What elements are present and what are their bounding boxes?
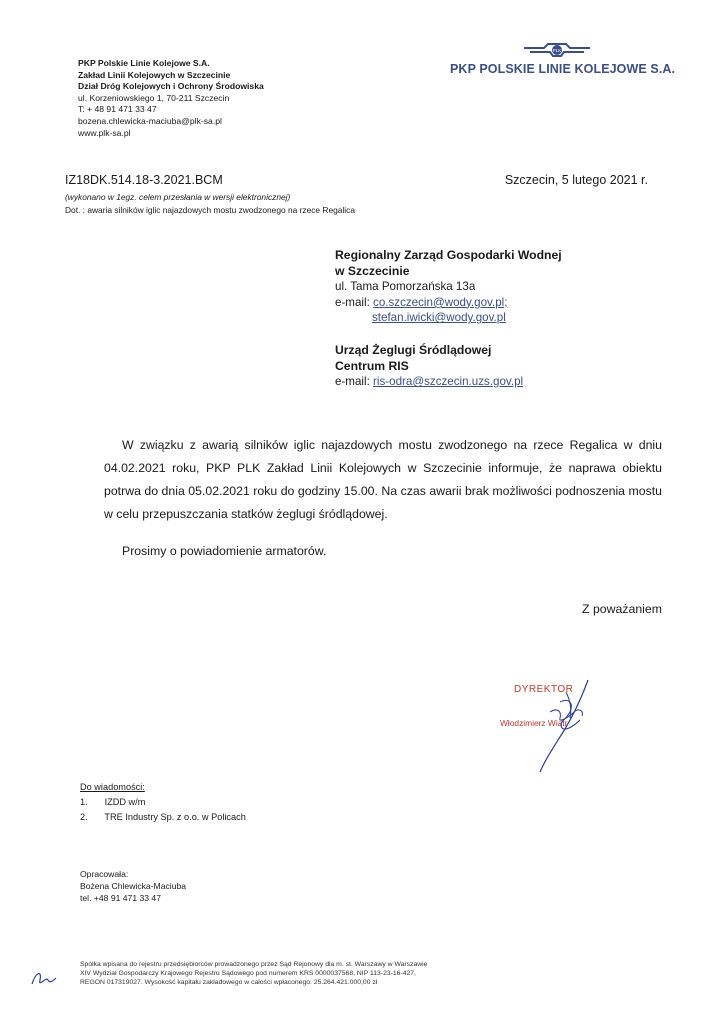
sender-department: Dział Dróg Kolejowych i Ochrony Środowiska [78, 81, 264, 92]
list-text: IZDD w/m [104, 797, 146, 807]
prepared-by [80, 868, 186, 904]
email-label: e-mail: [335, 375, 370, 389]
stamp-name: Włodzimierz Wiatr [500, 718, 568, 728]
sender-phone: T: + 48 91 471 33 47 [78, 104, 157, 115]
recipient-rzgw [335, 248, 562, 326]
sender-address: ul. Korzeniowskiego 1, 70-211 Szczecin [78, 92, 230, 103]
list-number: 2. [80, 812, 88, 822]
recipient-email-row [335, 374, 523, 390]
initials-mark [28, 966, 58, 992]
legal-footer [80, 960, 427, 988]
prepared-phone: tel. +48 91 471 33 47 [80, 893, 161, 903]
list-item [80, 810, 246, 825]
copy-note: (wykonano w 1egz. celem przesłania w wersji elektronicznej) [65, 192, 291, 202]
list-text: TRE Industry Sp. z o.o. w Policach [104, 812, 246, 822]
signature-stamp [500, 672, 610, 782]
stamp-title: DYREKTOR [514, 684, 574, 695]
closing-phrase: Z poważaniem [582, 602, 662, 616]
document-date: Szczecin, 5 lutego 2021 r. [504, 173, 648, 187]
sender-block [78, 58, 264, 139]
handwritten-signature-icon [500, 672, 610, 782]
subject-line: Dot. : awaria silników iglic najazdowych mostu zwodzonego na rzece Regalica [65, 205, 356, 215]
sender-website: www.plk-sa.pl [78, 127, 131, 138]
footer-line: REGON 017319027. Wysokość kapitału zakładowego w całości wpłaconego: 25.264.421.000,00 zł [80, 979, 378, 987]
body-paragraph: Prosimy o powiadomienie armatorów. [122, 544, 327, 558]
sender-company: PKP Polskie Linie Kolejowe S.A. [78, 58, 210, 68]
handwritten-initials-icon [28, 966, 58, 992]
letter-body [104, 434, 662, 563]
footer-line: Spółka wpisana do rejestru przedsiębiorców prowadzonego przez Sąd Rejonowy dla m. st. Warszawy w Warszawie [80, 961, 428, 968]
recipient-street: ul. Tama Pomorzańska 13a [335, 280, 476, 294]
sender-email: bozena.chlewicka-maciuba@plk-sa.pl [78, 115, 222, 126]
document-reference: IZ18DK.514.18-3.2021.BCM [65, 173, 223, 187]
sender-unit: Zakład Linii Kolejowych w Szczecinie [78, 69, 231, 80]
logo-mark: PLK [552, 48, 562, 53]
distribution-title: Do wiadomości: [80, 782, 145, 792]
prepared-name: Bożena Chlewicka-Maciuba [80, 881, 187, 891]
distribution-list [80, 780, 246, 825]
email-link[interactable]: ris-odra@szczecin.uzs.gov.pl [373, 375, 524, 389]
plk-logo-icon [522, 40, 592, 62]
recipient-unit: Centrum RIS [335, 358, 409, 373]
prepared-label: Opracowała: [80, 869, 129, 879]
company-logo [450, 40, 676, 82]
list-number: 1. [80, 797, 88, 807]
footer-line: XIV Wydział Gospodarczy Krajowego Rejestru Sądowego pod numerem KRS 0000037568, NIP 113-23-16-427, [80, 970, 416, 978]
logo-text: PKP POLSKIE LINIE KOLEJOWE S.A. [450, 62, 676, 76]
body-paragraph: W związku z awarią silników iglic najazdowych mostu zwodzonego na rzece Regalica w dniu 04.02.2021 roku, PKP PLK Zakład Linii Kolejowych w Szczecinie informuje, że naprawa obiektu potrwa do dnia 05.02.2021 roku do godziny 15.00. Na czas awarii brak możliwości podnoszenia mostu w celu przepuszczania statków żeglugi śródlądowej. [104, 438, 662, 521]
email-label: e-mail: [335, 295, 370, 309]
email-link[interactable]: co.szczecin@wody.gov.pl; [373, 295, 508, 309]
recipient-email-row [335, 295, 562, 311]
list-item [80, 795, 246, 810]
recipient-city: w Szczecinie [335, 263, 410, 278]
recipient-uzs [335, 343, 523, 390]
recipient-name: Urząd Żeglugi Śródlądowej [335, 343, 492, 357]
recipient-email-row-2 [335, 310, 562, 326]
email-link[interactable]: stefan.iwicki@wody.gov.pl [372, 311, 506, 325]
recipient-name: Regionalny Zarząd Gospodarki Wodnej [335, 248, 562, 262]
